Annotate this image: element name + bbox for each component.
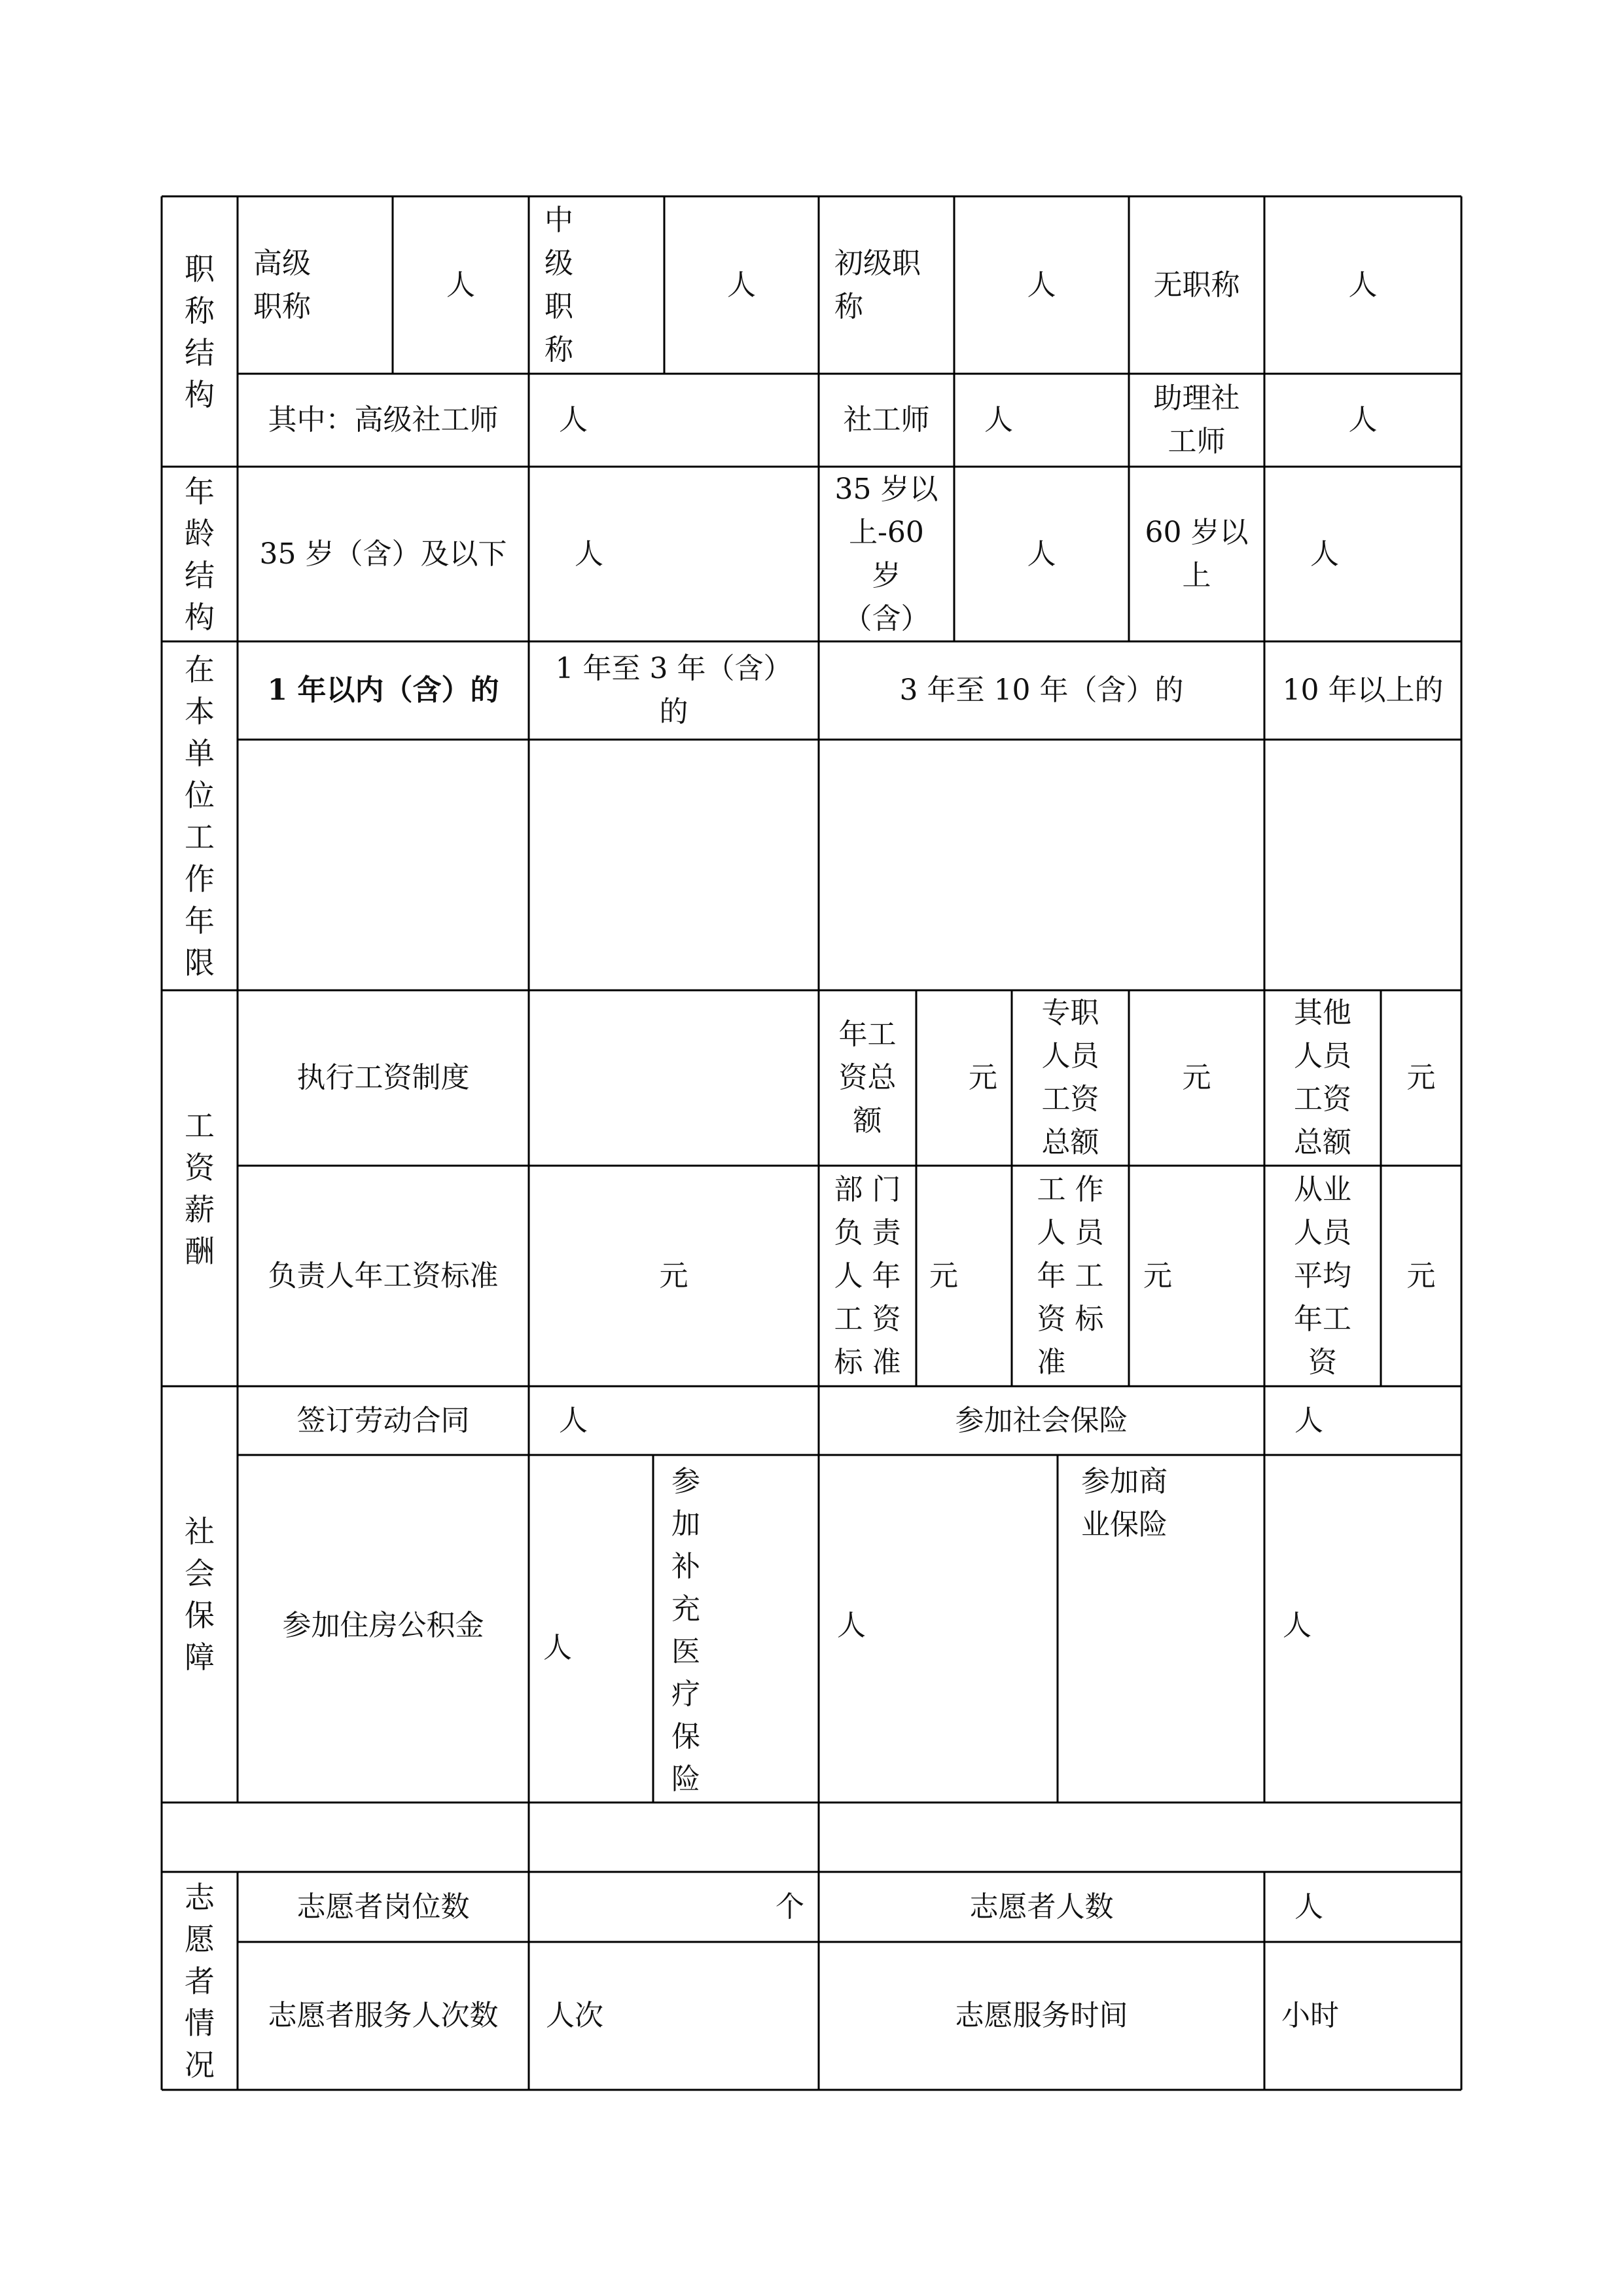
unit-supplementary-medical: 人 [837, 1609, 866, 1642]
unit-annual-total: 元 [969, 1061, 997, 1094]
label-dept-head-standard: 部 门 负 责 人 年 工 资 标准 [834, 1172, 901, 1379]
label-labor-contract: 签订劳动合同 [296, 1403, 470, 1437]
label-junior-title: 初级职 称 [834, 246, 921, 323]
label-commercial-insurance: 参加商 业保险 [1081, 1465, 1168, 1541]
unit-housing-fund: 人 [543, 1631, 572, 1664]
label-salary-system: 执行工资制度 [296, 1061, 470, 1094]
label-no-title: 无职称 [1153, 268, 1240, 302]
empty-cell-1[interactable] [162, 1803, 529, 1872]
label-head-salary-standard: 负责人年工资标准 [268, 1259, 499, 1293]
value-tenure-3to10[interactable] [819, 740, 1264, 990]
header-tenure-over10: 10 年以上的 [1282, 673, 1444, 707]
label-age-over60: 60 岁以 上 [1145, 515, 1249, 592]
label-housing-fund: 参加住房公积金 [282, 1609, 484, 1642]
unit-assistant-social-worker: 人 [1348, 403, 1378, 437]
label-volunteer-service-hours: 志愿服务时间 [955, 1999, 1128, 2032]
header-tenure-3to10: 3 年至 10 年（含）的 [899, 673, 1184, 707]
value-tenure-1to3[interactable] [529, 740, 819, 990]
label-avg-annual-salary: 从业 人员 平均 年工 资 [1294, 1172, 1351, 1379]
label-social-insurance: 参加社会保险 [955, 1403, 1128, 1437]
label-middle-title: 中 级 职 称 [544, 203, 573, 367]
label-assistant-social-worker: 助理社 工师 [1153, 382, 1240, 458]
section-tenure: 在 本 单 位 工 作 年 限 [185, 651, 215, 980]
label-volunteer-count: 志愿者人数 [969, 1890, 1114, 1924]
value-tenure-within1[interactable] [238, 740, 529, 990]
unit-no-title: 人 [1348, 268, 1378, 302]
unit-junior-title: 人 [1027, 268, 1056, 302]
unit-head-salary-standard: 元 [659, 1259, 688, 1293]
label-age-35to60: 35 岁以 上-60 岁 （含） [834, 472, 938, 636]
unit-social-worker: 人 [984, 403, 1013, 437]
unit-others-total: 元 [1406, 1061, 1436, 1094]
value-tenure-over10[interactable] [1264, 740, 1461, 990]
label-age-under35: 35 岁（含）及以下 [259, 537, 507, 571]
unit-age-35to60: 人 [1027, 537, 1056, 571]
label-fulltime-total: 专职 人员 工资 总额 [1041, 996, 1099, 1159]
unit-social-insurance: 人 [1294, 1403, 1323, 1437]
unit-age-under35: 人 [575, 537, 603, 571]
label-supplementary-medical: 参 加 补 充 医 疗 保 险 [671, 1465, 700, 1796]
header-tenure-1to3: 1 年至 3 年（含） 的 [555, 652, 793, 728]
unit-senior-title: 人 [446, 268, 475, 302]
value-salary-system[interactable] [529, 990, 819, 1166]
label-senior-title: 高级 职称 [253, 246, 311, 323]
section-social-security: 社 会 保 障 [185, 1514, 215, 1675]
label-annual-total: 年工 资总 额 [838, 1018, 897, 1138]
unit-fulltime-total: 元 [1182, 1061, 1211, 1094]
label-staff-standard: 工 作 人 员 年 工 资 标 准 [1037, 1172, 1104, 1379]
unit-volunteer-service-times: 人次 [546, 1999, 603, 2032]
label-volunteer-service-times: 志愿者服务人次数 [268, 1999, 499, 2032]
unit-commercial-insurance: 人 [1283, 1609, 1311, 1642]
label-others-total: 其他 人员 工资 总额 [1294, 996, 1351, 1159]
section-title-structure: 职 称 结 构 [185, 251, 215, 412]
unit-volunteer-service-hours: 小时 [1281, 1999, 1339, 2032]
label-social-worker: 社工师 [843, 403, 930, 437]
unit-age-over60: 人 [1310, 537, 1339, 571]
unit-middle-title: 人 [727, 268, 756, 302]
header-tenure-within1: 1 年以内（含）的 [267, 673, 499, 707]
unit-dept-head-standard: 元 [929, 1259, 958, 1293]
section-volunteers: 志 愿 者 情 况 [185, 1879, 215, 2083]
section-salary: 工 资 薪 酬 [185, 1107, 215, 1269]
empty-cell-2[interactable] [529, 1803, 819, 1872]
label-senior-social-worker: 其中：高级社工师 [268, 403, 499, 437]
empty-cell-3[interactable] [819, 1803, 1461, 1872]
label-volunteer-positions: 志愿者岗位数 [296, 1890, 470, 1924]
section-age-structure: 年 龄 结 构 [185, 473, 215, 635]
unit-senior-social-worker: 人 [559, 403, 588, 437]
unit-volunteer-positions: 个 [776, 1890, 804, 1924]
unit-volunteer-count: 人 [1294, 1890, 1323, 1924]
unit-staff-standard: 元 [1143, 1259, 1172, 1293]
unit-labor-contract: 人 [559, 1403, 588, 1437]
unit-avg-annual-salary: 元 [1406, 1259, 1436, 1293]
